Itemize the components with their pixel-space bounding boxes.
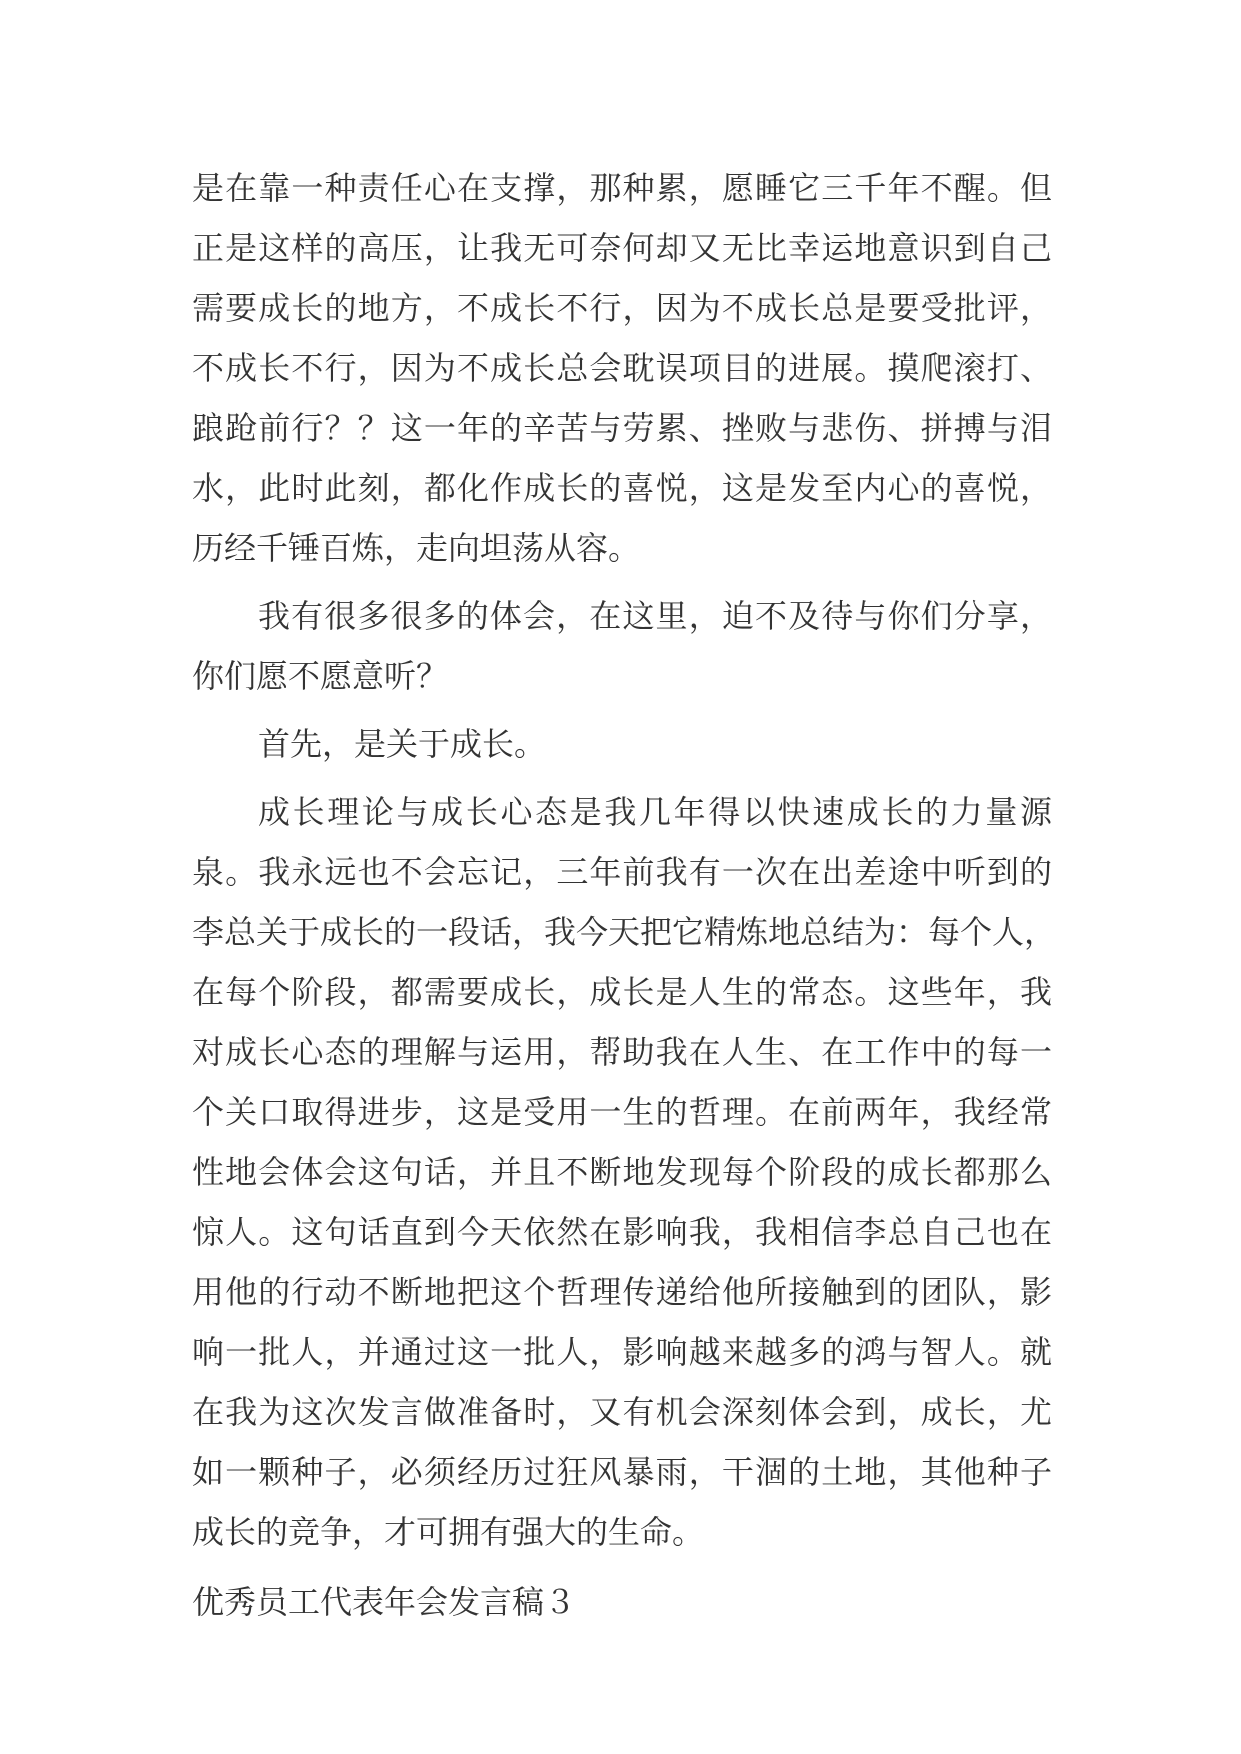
text-line: 用他的行动不断地把这个哲理传递给他所接触到的团队，影 (192, 1273, 1052, 1311)
text-line: 正是这样的高压，让我无可奈何却又无比幸运地意识到自己 (192, 229, 1052, 267)
text-line: 成长的竞争，才可拥有强大的生命。 (192, 1513, 705, 1551)
text-line: 首先，是关于成长。 (258, 725, 547, 763)
text-line: 响一批人，并通过这一批人，影响越来越多的鸿与智人。就 (192, 1333, 1052, 1371)
text-line: 对成长心态的理解与运用，帮助我在人生、在工作中的每一 (192, 1033, 1052, 1071)
text-line: 在我为这次发言做准备时，又有机会深刻体会到，成长，尤 (192, 1393, 1052, 1431)
document-body (192, 158, 1057, 1632)
text-line: 你们愿不愿意听？ (192, 657, 449, 695)
text-line: 历经千锤百炼，走向坦荡从容。 (192, 529, 641, 567)
paragraph-3 (192, 714, 1052, 774)
text-line: 是在靠一种责任心在支撑，那种累，愿睡它三千年不醒。但 (192, 169, 1052, 207)
text-line: 性地会体会这句话，并且不断地发现每个阶段的成长都那么 (192, 1153, 1052, 1191)
text-line: 惊人。这句话直到今天依然在影响我，我相信李总自己也在 (192, 1213, 1052, 1251)
section-heading: 优秀员工代表年会发言稿３ (192, 1583, 577, 1621)
paragraph-1 (192, 158, 1052, 578)
text-line: 泉。我永远也不会忘记，三年前我有一次在出差途中听到的 (192, 853, 1052, 891)
text-line: 水，此时此刻，都化作成长的喜悦，这是发至内心的喜悦， (192, 469, 1052, 507)
text-line: 成长理论与成长心态是我几年得以快速成长的力量源 (258, 793, 1052, 831)
text-line: 我有很多很多的体会，在这里，迫不及待与你们分享， (258, 597, 1052, 635)
text-line: 不成长不行，因为不成长总会耽误项目的进展。摸爬滚打、 (192, 349, 1052, 387)
text-line: 如一颗种子，必须经历过狂风暴雨，干涸的土地，其他种子 (192, 1453, 1052, 1491)
text-line: 踉跄前行？？这一年的辛苦与劳累、挫败与悲伤、拼搏与泪 (192, 409, 1052, 447)
text-line: 需要成长的地方，不成长不行，因为不成长总是要受批评， (192, 289, 1052, 327)
paragraph-2 (192, 586, 1052, 706)
text-line: 在每个阶段，都需要成长，成长是人生的常态。这些年，我 (192, 973, 1052, 1011)
paragraph-4 (192, 782, 1057, 1562)
text-line: 李总关于成长的一段话，我今天把它精炼地总结为：每个人， (192, 913, 1057, 951)
text-line: 个关口取得进步，这是受用一生的哲理。在前两年，我经常 (192, 1093, 1052, 1131)
